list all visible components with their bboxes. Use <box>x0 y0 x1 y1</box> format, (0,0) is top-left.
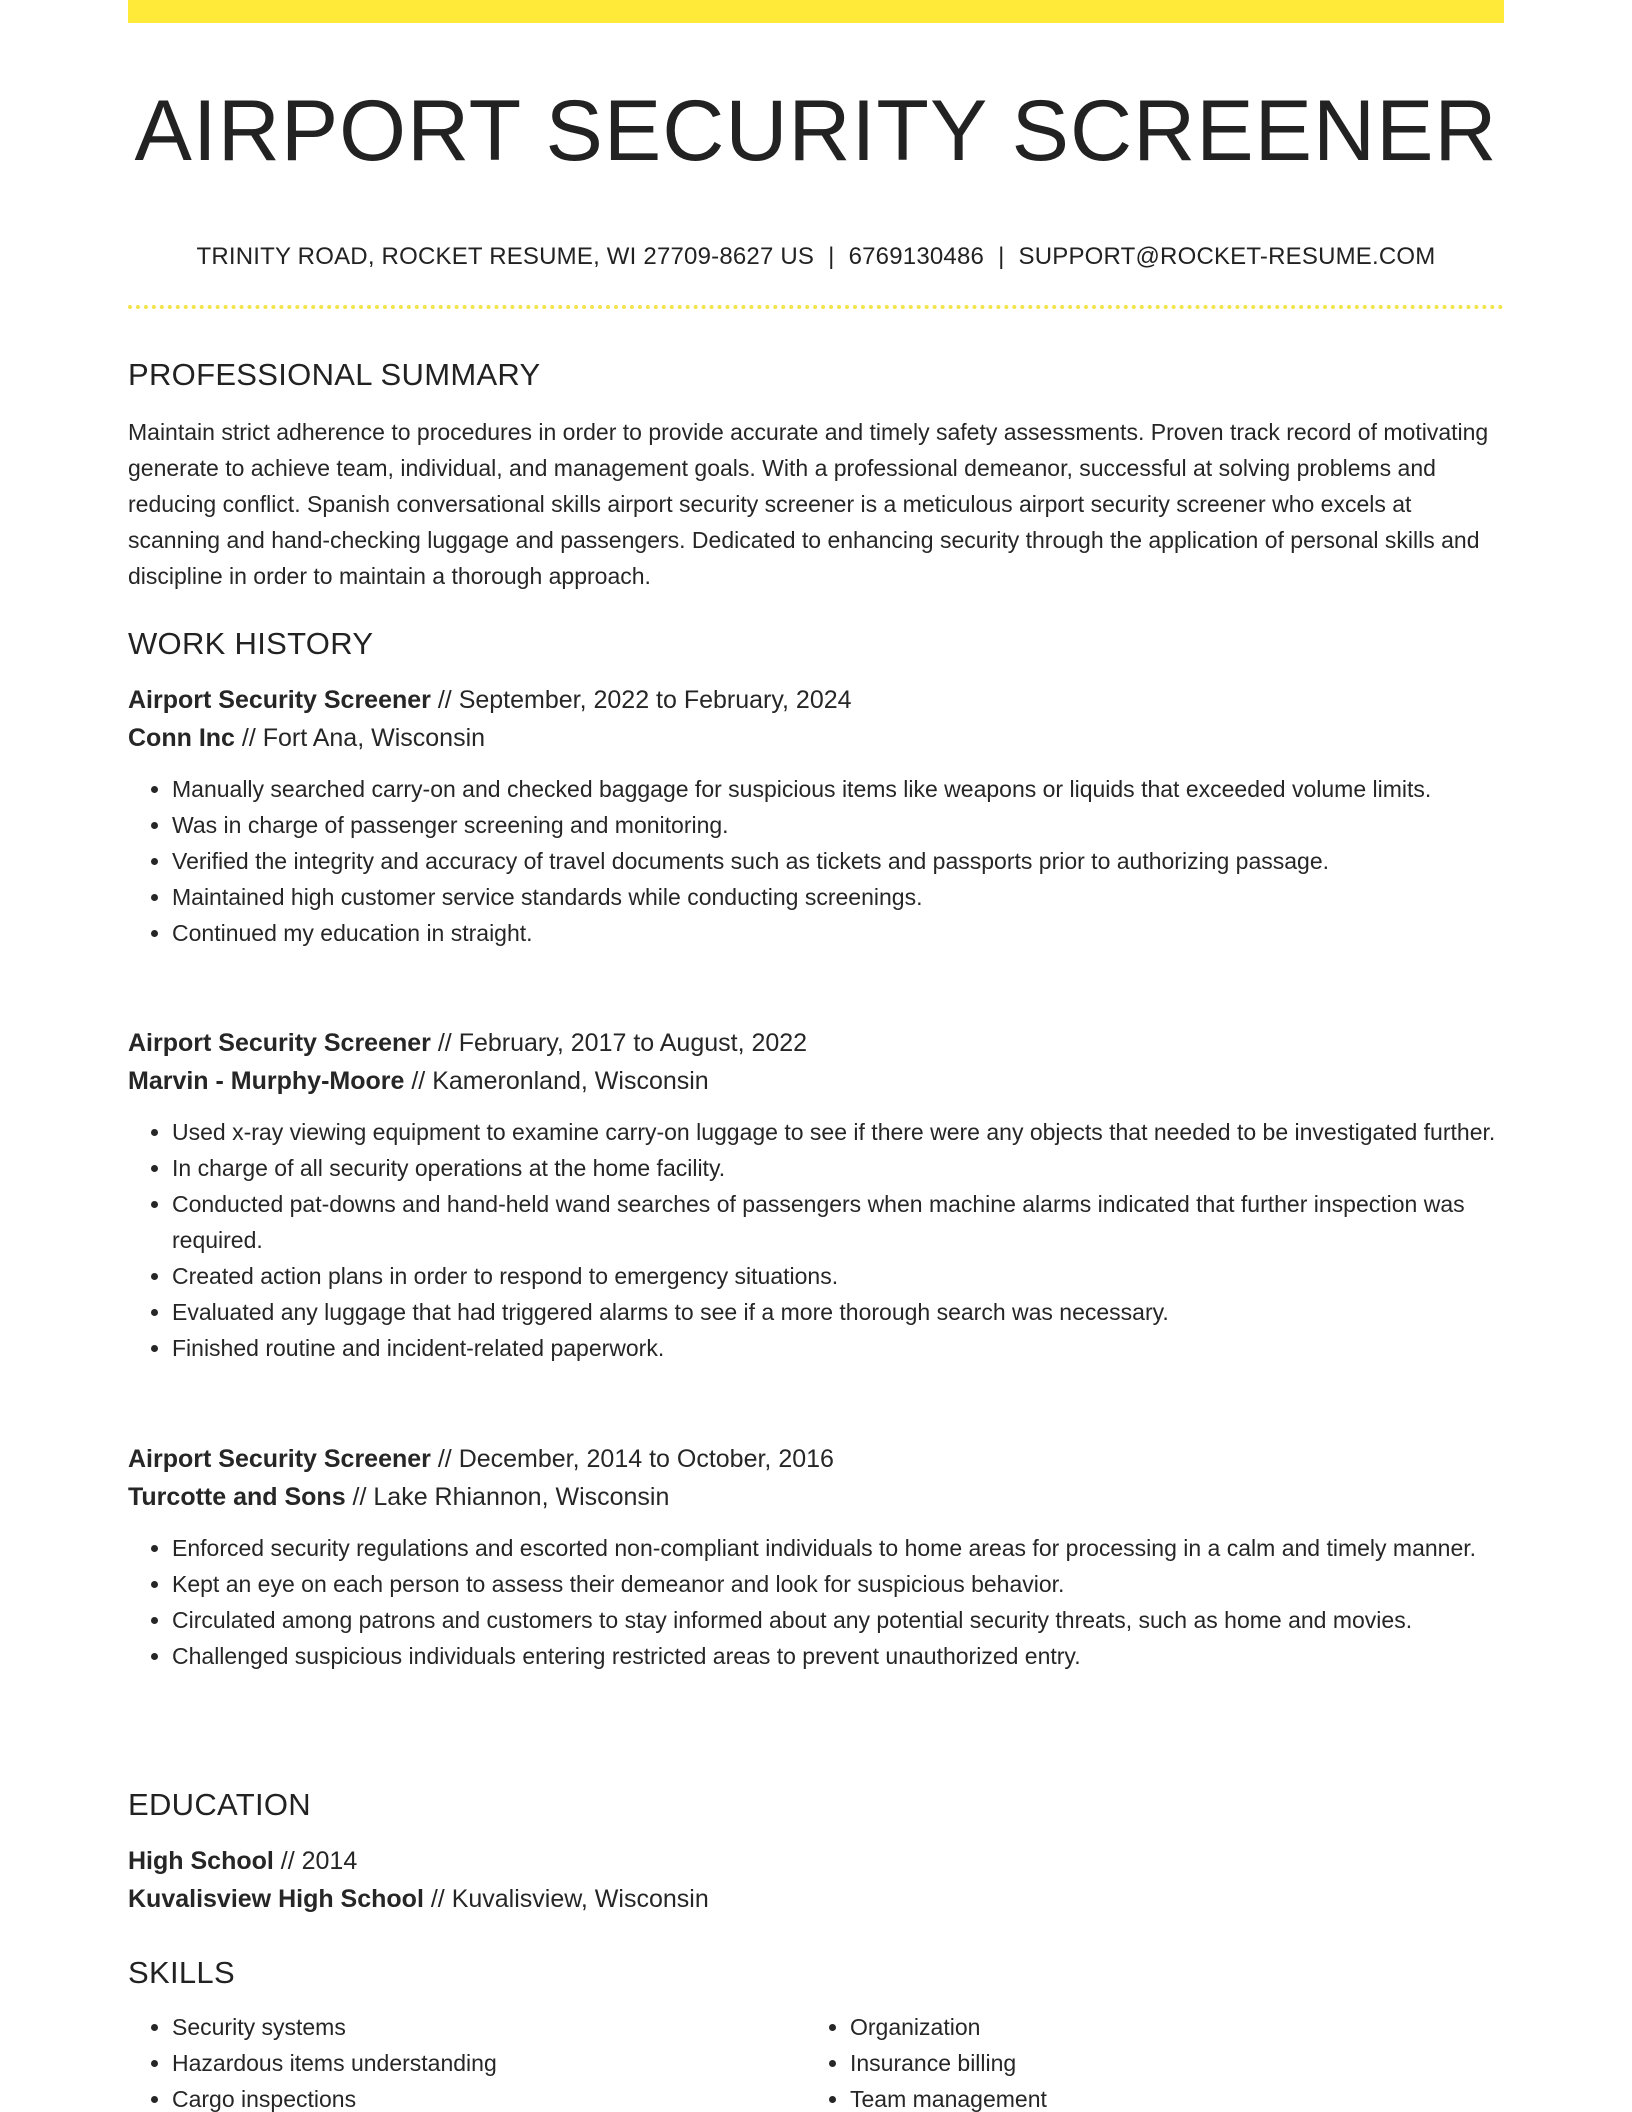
education-school: Kuvalisview High School <box>128 1885 424 1913</box>
list-item: • Organization <box>850 2009 1484 2045</box>
list-item: • Security systems <box>172 2009 806 2045</box>
job-role: Airport Security Screener <box>128 686 431 714</box>
skills-column-right <box>806 2009 1484 2112</box>
job-company: Turcotte and Sons <box>128 1483 346 1511</box>
education-school-line <box>128 1880 1504 1918</box>
job-bullets <box>128 1530 1504 1674</box>
summary-text: Maintain strict adherence to procedures in order to provide accurate and timely safety assessments. Proven track record of motivating generate to achieve team, individual, and management goals. With a professional demeanor, successful at solving problems and reducing conflict. Spanish conversational skills airport security screener is a meticulous airport security screener who excels at scanning and hand-checking luggage and passengers. Dedicated to enhancing security through the application of personal skills and discipline in order to maintain a thorough approach. <box>128 419 1489 589</box>
job-entry <box>128 1440 1504 1674</box>
job-company: Marvin - Murphy-Moore <box>128 1067 405 1095</box>
contact-separator: | <box>828 243 835 270</box>
list-item: • Created action plans in order to respond to emergency situations. <box>172 1258 1504 1294</box>
divider <box>128 305 1504 309</box>
list-item: • Cargo inspections <box>172 2081 806 2112</box>
job-location: // Fort Ana, Wisconsin <box>234 724 486 752</box>
job-title-line <box>128 1024 1504 1062</box>
list-item: • Finished routine and incident-related paperwork. <box>172 1330 1504 1366</box>
skills-section <box>128 1953 1504 2112</box>
accent-bar <box>128 0 1504 23</box>
work-section <box>128 624 1504 1669</box>
list-item: • Continued my education in straight. <box>172 915 1504 951</box>
job-bullets <box>128 771 1504 951</box>
job-location: // Lake Rhiannon, Wisconsin <box>345 1483 670 1511</box>
education-year: // 2014 <box>273 1847 358 1875</box>
skills-list <box>806 2009 1484 2112</box>
list-item: • Evaluated any luggage that had triggered alarms to see if a more thorough search was necessary. <box>172 1294 1504 1330</box>
list-item: • Conducted pat-downs and hand-held wand searches of passengers when machine alarms indicated that further inspection was required. <box>172 1186 1504 1258</box>
job-dates: // December, 2014 to October, 2016 <box>430 1445 834 1473</box>
list-item: • In charge of all security operations at the home facility. <box>172 1150 1504 1186</box>
section-title-education: EDUCATION <box>128 1787 311 1822</box>
job-entry <box>128 1024 1504 1366</box>
education-degree: High School <box>128 1847 274 1875</box>
education-entry <box>128 1842 1504 1918</box>
job-title-line <box>128 681 1504 719</box>
job-company-line <box>128 719 1504 757</box>
education-degree-line <box>128 1842 1504 1880</box>
job-dates: // September, 2022 to February, 2024 <box>430 686 852 714</box>
phone: 6769130486 <box>848 243 985 270</box>
list-item: • Manually searched carry-on and checked baggage for suspicious items like weapons or liquids that exceeded volume limits. <box>172 771 1504 807</box>
job-dates: // February, 2017 to August, 2022 <box>430 1029 808 1057</box>
list-item: • Challenged suspicious individuals entering restricted areas to prevent unauthorized entry. <box>172 1638 1504 1674</box>
section-title-work: WORK HISTORY <box>128 626 374 661</box>
job-bullets <box>128 1114 1504 1366</box>
summary-section <box>128 355 1504 594</box>
skills-columns <box>128 2009 1504 2112</box>
section-title-skills: SKILLS <box>128 1955 235 1990</box>
list-item: • Insurance billing <box>850 2045 1484 2081</box>
list-item: • Team management <box>850 2081 1484 2112</box>
list-item: • Was in charge of passenger screening and monitoring. <box>172 807 1504 843</box>
list-item: • Kept an eye on each person to assess their demeanor and look for suspicious behavior. <box>172 1566 1504 1602</box>
skills-column-left <box>128 2009 806 2112</box>
list-item: • Hazardous items understanding <box>172 2045 806 2081</box>
address: TRINITY ROAD, ROCKET RESUME, WI 27709-8627 US <box>196 243 815 270</box>
skills-list <box>128 2009 806 2112</box>
list-item: • Enforced security regulations and escorted non-compliant individuals to home areas for processing in a calm and timely manner. <box>172 1530 1504 1566</box>
job-company-line <box>128 1478 1504 1516</box>
list-item: • Circulated among patrons and customers to stay informed about any potential security threats, such as home and movies. <box>172 1602 1504 1638</box>
job-company-line <box>128 1062 1504 1100</box>
job-title-line <box>128 1440 1504 1478</box>
page-title: AIRPORT SECURITY SCREENER <box>134 83 1498 179</box>
education-section <box>128 1785 1504 1918</box>
job-location: // Kameronland, Wisconsin <box>404 1067 709 1095</box>
contact-line <box>128 242 1504 272</box>
job-company: Conn Inc <box>128 724 235 752</box>
contact-separator: | <box>998 243 1005 270</box>
list-item: • Verified the integrity and accuracy of travel documents such as tickets and passports prior to authorizing passage. <box>172 843 1504 879</box>
job-role: Airport Security Screener <box>128 1445 431 1473</box>
resume-page <box>128 0 1504 2112</box>
job-role: Airport Security Screener <box>128 1029 431 1057</box>
list-item: • Used x-ray viewing equipment to examine carry-on luggage to see if there were any objects that needed to be investigated further. <box>172 1114 1504 1150</box>
email-link[interactable]: SUPPORT@ROCKET-RESUME.COM <box>1018 243 1436 270</box>
list-item: • Maintained high customer service standards while conducting screenings. <box>172 879 1504 915</box>
section-title-summary: PROFESSIONAL SUMMARY <box>128 357 541 392</box>
job-entry <box>128 681 1504 951</box>
education-location: // Kuvalisview, Wisconsin <box>423 1885 709 1913</box>
